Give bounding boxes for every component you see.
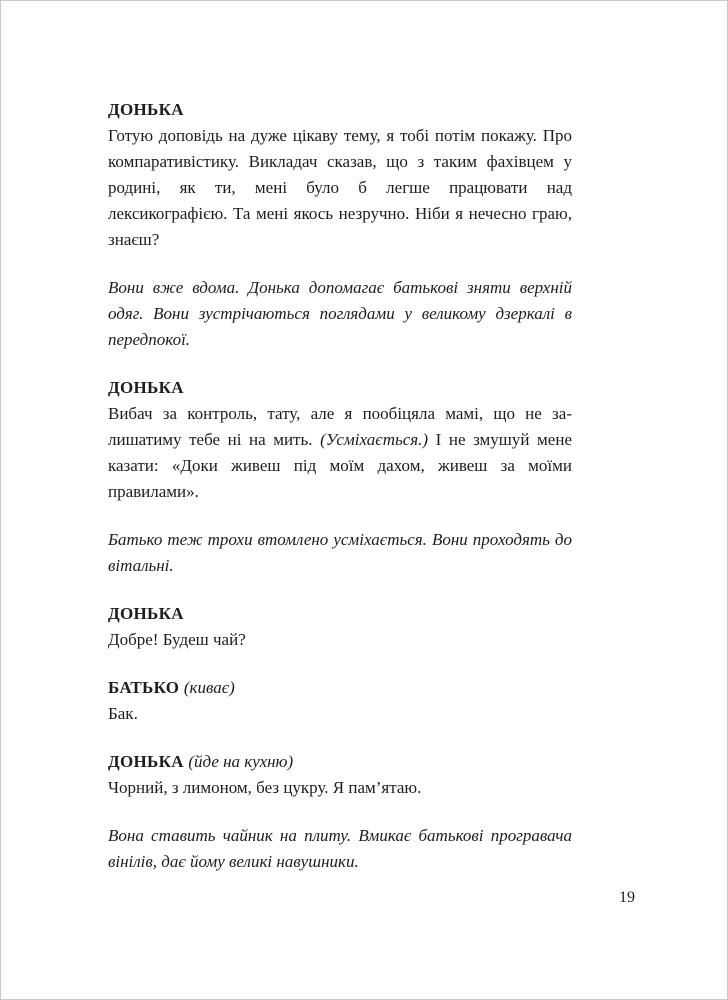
speaker-line — [108, 375, 572, 401]
speaker-name: ДОНЬКА — [108, 752, 184, 771]
dialogue-text: Вибач за контроль, тату, але я пообіцяла мамі, що не залишатиму тебе ні на мить. — [108, 404, 572, 449]
dialogue-paragraph: Бак. — [108, 704, 138, 723]
speaker-line — [108, 675, 572, 701]
speaker-name: БАТЬКО — [108, 678, 180, 697]
stage-direction: Вони вже вдома. Донька допомагає батькові зняти верхній одяг. Вони зустрічаються поглядами у великому дзеркалі в передпокої. — [108, 278, 572, 349]
inline-stage-direction: (Усміхається.) — [320, 430, 429, 449]
speaker-line — [108, 749, 572, 775]
dialogue-paragraph — [108, 401, 572, 505]
dialogue-block — [108, 375, 572, 505]
dialogue-paragraph: Готую доповідь на дуже цікаву тему, я тобі потім покажу. Про компаративістику. Викладач сказав, що з таким фахівцем у родині, як ти, мені було б легше працювати над лексикографією. Та мені якось незручно. Ніби я нечесно граю, знаєш? — [108, 126, 572, 249]
dialogue-block — [108, 97, 572, 253]
speaker-line — [108, 601, 572, 627]
speaker-name: ДОНЬКА — [108, 100, 184, 119]
speaker-line — [108, 97, 572, 123]
dialogue-block — [108, 601, 572, 653]
dialogue-block — [108, 675, 572, 727]
dialogue-paragraph: Чорний, з лимоном, без цукру. Я пам’ятаю. — [108, 778, 422, 797]
dialogue-block — [108, 749, 572, 801]
stage-direction: Батько теж трохи втомлено усміхається. Вони проходять до вітальні. — [108, 530, 572, 575]
page-number: 19 — [619, 889, 635, 906]
text-column — [108, 97, 572, 875]
dialogue-paragraph: Добре! Будеш чай? — [108, 630, 246, 649]
dialogue-text: І не змушуй мене казати: «Доки живеш під моїм дахом, живеш за моїми правилами». — [108, 430, 573, 501]
speaker-note: (йде на кухню) — [188, 752, 294, 771]
speaker-name: ДОНЬКА — [108, 604, 184, 623]
stage-direction: Вона ставить чайник на плиту. Вмикає батькові програвача вінілів, дає йому великі навушники. — [108, 826, 572, 871]
speaker-note: (киває) — [183, 678, 235, 697]
speaker-name: ДОНЬКА — [108, 378, 184, 397]
